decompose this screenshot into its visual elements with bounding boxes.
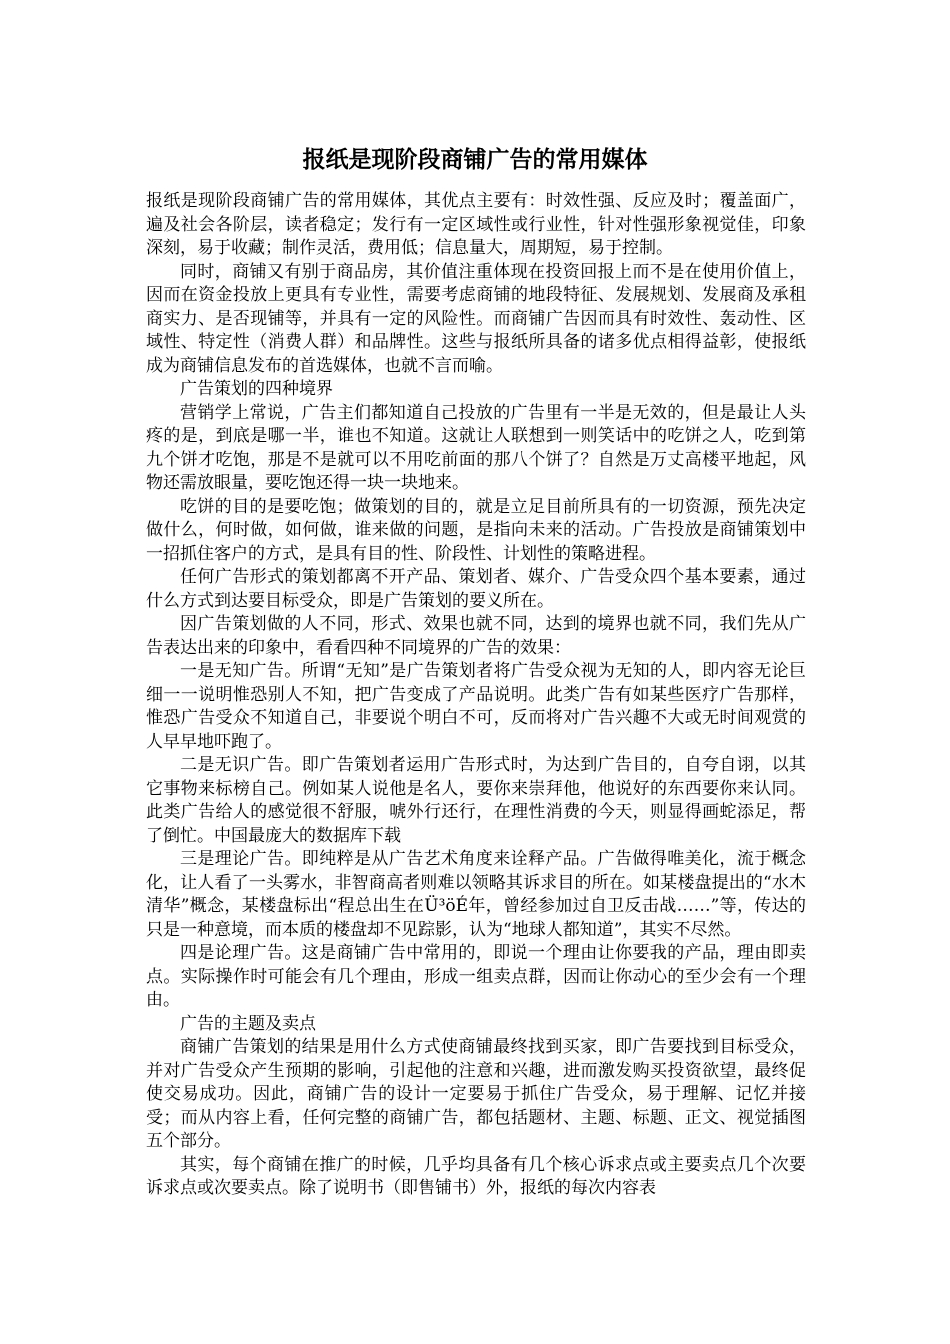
body-paragraph: 吃饼的目的是要吃饱；做策划的目的，就是立足目前所具有的一切资源，预先决定做什么，何时做，如何做，谁来做的问题，是指向未来的活动。广告投放是商铺策划中一招抓住客户的方式，是具有目的性、阶段性、计划性的策略进程。 bbox=[146, 496, 806, 564]
body-paragraph: 商铺广告策划的结果是用什么方式使商铺最终找到买家，即广告要找到目标受众，并对广告受众产生预期的影响，引起他的注意和兴趣，进而激发购买投资欲望，最终促使交易成功。因此，商铺广告的设计一定要易于抓住广告受众，易于理解、记忆并接受；而从内容上看，任何完整的商铺广告，都包括题材、主题、标题、正文、视觉插图五个部分。 bbox=[146, 1037, 806, 1151]
body-paragraph: 报纸是现阶段商铺广告的常用媒体，其优点主要有：时效性强、反应及时；覆盖面广，遍及社会各阶层，读者稳定；发行有一定区域性或行业性，针对性强形象视觉佳，印象深刻，易于收藏；制作灵活，费用低；信息量大，周期短，易于控制。 bbox=[146, 191, 806, 258]
body-paragraph: 广告策划的四种境界 bbox=[180, 379, 333, 399]
body-paragraph: 营销学上常说，广告主们都知道自己投放的广告里有一半是无效的，但是最让人头疼的是，到底是哪一半，谁也不知道。这就让人联想到一则笑话中的吃饼之人，吃到第九个饼才吃饱，那是不是就可以不用吃前面的那八个饼了？自然是万丈高楼平地起，风物还需放眼量，要吃饱还得一块一块地来。 bbox=[146, 402, 806, 493]
body-paragraph: 二是无识广告。即广告策划者运用广告形式时，为达到广告目的，自夸自诩，以其它事物来标榜自己。例如某人说他是名人，要你来崇拜他，他说好的东西要你来认同。此类广告给人的感觉很不舒服，唬外行还行，在理性消费的今天，则显得画蛇添足，帮了倒忙。中国最庞大的数据库下载 bbox=[146, 755, 806, 846]
body-paragraph: 四是论理广告。这是商铺广告中常用的，即说一个理由让你要我的产品，理由即卖点。实际操作时可能会有几个理由，形成一组卖点群，因而让你动心的至少会有一个理由。 bbox=[146, 943, 806, 1010]
document-body bbox=[146, 190, 806, 1201]
document-title: 报纸是现阶段商铺广告的常用媒体 bbox=[302, 146, 648, 173]
body-paragraph: 任何广告形式的策划都离不开产品、策划者、媒介、广告受众四个基本要素，通过什么方式到达要目标受众，即是广告策划的要义所在。 bbox=[146, 567, 806, 611]
body-paragraph: 其实，每个商铺在推广的时候，几乎均具备有几个核心诉求点或主要卖点几个次要诉求点或次要卖点。除了说明书（即售铺书）外，报纸的每次内容表 bbox=[146, 1154, 806, 1198]
body-paragraph: 广告的主题及卖点 bbox=[180, 1013, 316, 1034]
body-paragraph: 因广告策划做的人不同，形式、效果也就不同，达到的境界也就不同，我们先从广告表达出来的印象中，看看四种不同境界的广告的效果： bbox=[146, 614, 806, 658]
body-paragraph: 三是理论广告。即纯粹是从广告艺术角度来诠释产品。广告做得唯美化，流于概念化，让人看了一头雾水，非智商高者则难以领略其诉求目的所在。如某楼盘提出的“水木清华”概念，某楼盘标出“程总出生在Ü³öÉ年，曾经参加过自卫反击战……”等，传达的只是一种意境，而本质的楼盘却不见踪影，认为“地球人都知道”，其实不尽然。 bbox=[146, 849, 806, 940]
body-paragraph: 同时，商铺又有别于商品房，其价值注重体现在投资回报上而不是在使用价值上，因而在资金投放上更具有专业性，需要考虑商铺的地段特征、发展规划、发展商及承租商实力、是否现铺等，并具有一定的风险性。而商铺广告因而具有时效性、轰动性、区域性、特定性（消费人群）和品牌性。这些与报纸所具备的诸多优点相得益彰，使报纸成为商铺信息发布的首选媒体，也就不言而喻。 bbox=[146, 261, 806, 376]
body-paragraph: 一是无知广告。所谓“无知”是广告策划者将广告受众视为无知的人，即内容无论巨细一一说明惟恐别人不知，把广告变成了产品说明。此类广告有如某些医疗广告那样，惟恐广告受众不知道自己，非要说个明白不可，反而将对广告兴趣不大或无时间观赏的人早早地吓跑了。 bbox=[146, 661, 806, 752]
